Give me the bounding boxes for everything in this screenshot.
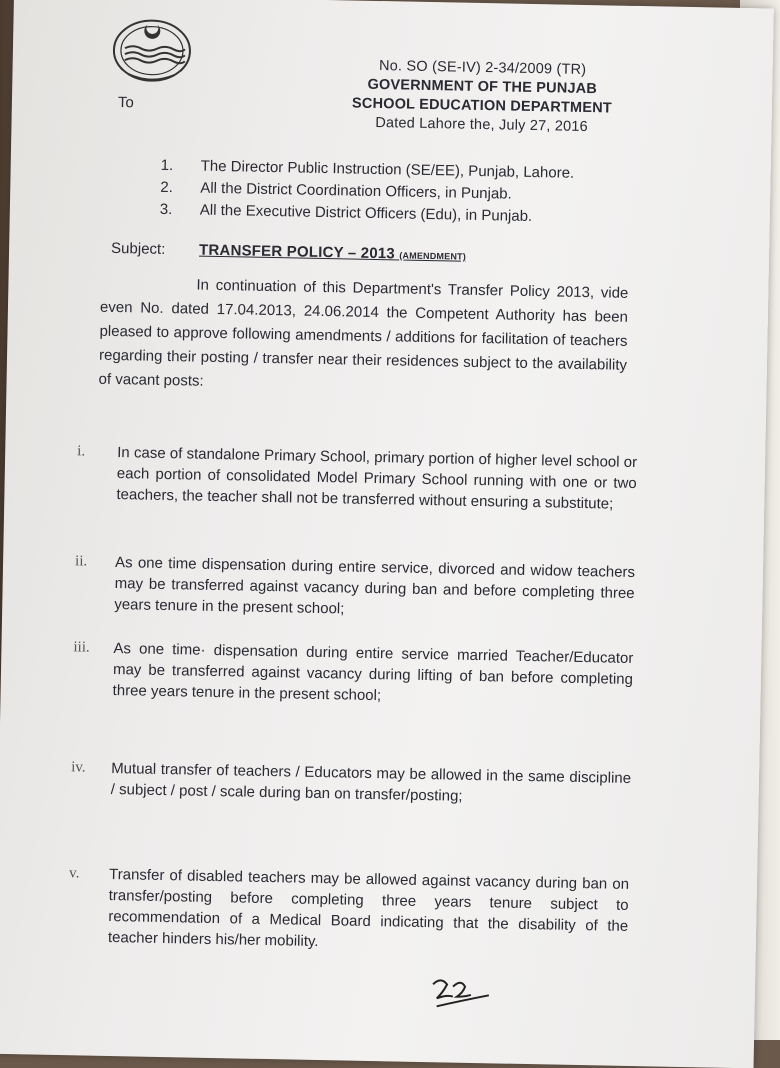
intro-text: In continuation of this Department's Transfer Policy 2013, vide even No. dated 17.04.2013, 24.06.2014 the Competent Authority has been pleased to approve following amendments / additions for facilitation of teachers regarding their posting / transfer near their residences subject to the availability of vacant posts:	[98, 276, 629, 390]
punjab-government-emblem-icon	[108, 14, 195, 86]
letter-header	[341, 56, 622, 137]
recipient-number: 1.	[160, 156, 174, 175]
amendment-text: As one time· dispensation during entire service married Teacher/Educator may be transferred against vacancy during lifting of ban before completing three years tenure in the present school;	[112, 640, 634, 705]
initials-signature	[427, 972, 498, 1013]
amendment-item	[72, 637, 633, 711]
amendment-text: Mutual transfer of teachers / Educators may be allowed in the same discipline / subject / post / scale during ban on transfer/posting;	[110, 760, 632, 805]
to-label: To	[117, 94, 134, 112]
subject-title	[199, 242, 466, 264]
letter-date: Dated Lahore the, July 27, 2016	[375, 114, 588, 136]
amendment-points	[68, 425, 638, 951]
amendment-item	[71, 757, 632, 810]
amendment-item	[74, 551, 635, 625]
recipient-number: 2.	[160, 178, 173, 197]
amendment-number: ii.	[74, 553, 88, 570]
amendment-text: As one time dispensation during entire service, divorced and widow teachers may be transferred against vacancy during ban and before completing three years tenure in the present school;	[114, 554, 636, 618]
amendment-item	[68, 863, 630, 958]
amendment-number: v.	[68, 865, 80, 882]
reference-number: No. SO (SE-IV) 2-34/2009 (TR)	[378, 58, 587, 78]
amendment-number: iv.	[71, 759, 86, 776]
recipients-list	[160, 155, 575, 229]
recipient-text: The Director Public Instruction (SE/EE), Punjab, Lahore.	[200, 157, 575, 182]
recipient-text: All the Executive District Officers (Edu), in Punjab.	[199, 201, 533, 225]
recipient-text: All the District Coordination Officers, in Punjab.	[200, 179, 512, 203]
subject-title-text: TRANSFER POLICY – 2013	[198, 241, 396, 263]
amendment-number: i.	[77, 443, 86, 460]
subject-label: Subject:	[110, 239, 166, 258]
amendment-item	[76, 441, 637, 515]
government-name: GOVERNMENT OF THE PUNJAB	[367, 76, 598, 98]
intro-paragraph	[98, 272, 628, 402]
recipient-number: 3.	[159, 200, 173, 219]
amendment-text: Transfer of disabled teachers may be allowed against vacancy during ban on transfer/posting before completing three years tenure subject to recommendation of a Medical Board indicating that the disability of the teacher hinders his/her mobility.	[107, 865, 630, 951]
amendment-text: In case of standalone Primary School, primary portion of higher level school or each portion of consolidated Model Primary School running with one or two teachers, the teacher shall not be transferred without ensuring a substitute;	[116, 444, 638, 513]
amendment-number: iii.	[73, 639, 90, 656]
department-name: SCHOOL EDUCATION DEPARTMENT	[351, 95, 613, 117]
subject-suffix: (AMENDMENT)	[399, 250, 467, 262]
